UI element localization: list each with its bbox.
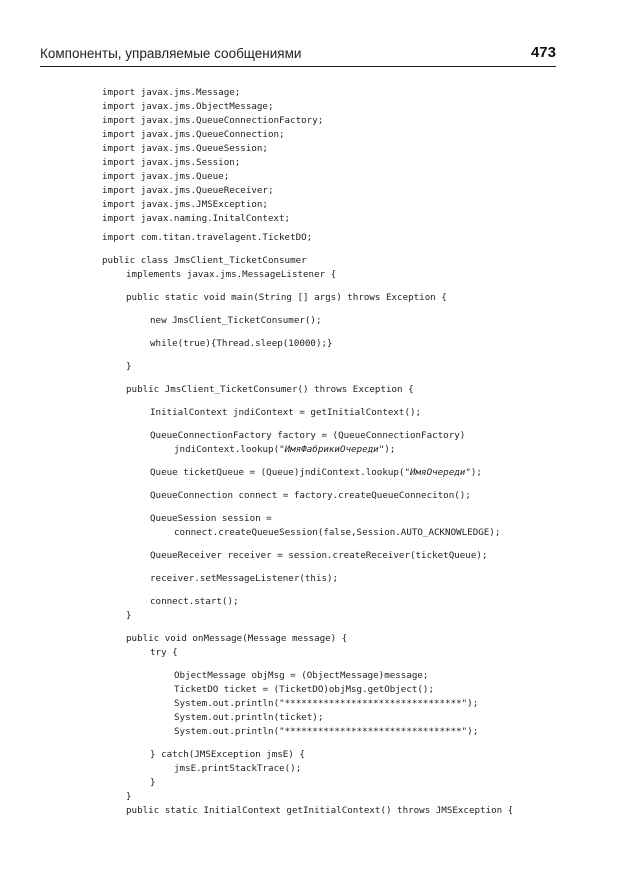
page-header	[40, 44, 556, 67]
code-line: public JmsClient_TicketConsumer() throws Exception {	[126, 384, 414, 395]
code-line: } catch(JMSException jmsE) {	[150, 749, 305, 760]
code-line: try {	[150, 647, 178, 658]
code-line: }	[126, 610, 132, 621]
page-number: 473	[530, 44, 556, 61]
code-line: import javax.jms.Message;	[102, 87, 241, 98]
code-listing	[102, 86, 602, 818]
code-line: public void onMessage(Message message) {	[126, 633, 348, 644]
code-line: connect.createQueueSession(false,Session.AUTO_ACKNOWLEDGE);	[174, 527, 501, 538]
code-line: System.out.println("********************************");	[174, 698, 479, 709]
code-line: implements javax.jms.MessageListener {	[126, 269, 337, 280]
code-line: import javax.naming.InitalContext;	[102, 213, 291, 224]
code-line: QueueSession session =	[150, 513, 272, 524]
code-line: jmsE.printStackTrace();	[174, 763, 302, 774]
code-line: QueueConnection connect = factory.createQueueConneciton();	[150, 490, 471, 501]
code-line: while(true){Thread.sleep(10000);}	[150, 338, 333, 349]
code-line: QueueConnectionFactory factory = (QueueConnectionFactory)	[150, 430, 466, 441]
code-line: }	[126, 361, 132, 372]
code-line: System.out.println("********************************");	[174, 726, 479, 737]
code-line: jndiContext.lookup("ИмяФабрикиОчереди");	[174, 444, 396, 455]
code-line: TicketDO ticket = (TicketDO)objMsg.getObject();	[174, 684, 434, 695]
code-line: public class JmsClient_TicketConsumer	[102, 255, 307, 266]
code-line: }	[126, 791, 132, 802]
import-block	[102, 86, 602, 226]
code-line: import javax.jms.JMSException;	[102, 199, 268, 210]
code-line: import javax.jms.QueueReceiver;	[102, 185, 274, 196]
code-line: System.out.println(ticket);	[174, 712, 324, 723]
code-line: connect.start();	[150, 596, 239, 607]
code-line: ObjectMessage objMsg = (ObjectMessage)message;	[174, 670, 429, 681]
code-line: import javax.jms.QueueConnection;	[102, 129, 285, 140]
code-line: new JmsClient_TicketConsumer();	[150, 315, 322, 326]
code-line: import javax.jms.Session;	[102, 157, 241, 168]
code-line: receiver.setMessageListener(this);	[150, 573, 339, 584]
code-line: import com.titan.travelagent.TicketDO;	[102, 232, 313, 243]
code-line: import javax.jms.ObjectMessage;	[102, 101, 274, 112]
running-title: Компоненты, управляемые сообщениями	[40, 46, 302, 61]
code-line: Queue ticketQueue = (Queue)jndiContext.lookup("ИмяОчереди");	[150, 467, 482, 478]
code-line: }	[150, 777, 156, 788]
code-line: import javax.jms.QueueSession;	[102, 143, 268, 154]
code-line: import javax.jms.QueueConnectionFactory;	[102, 115, 324, 126]
code-line: public static InitialContext getInitialContext() throws JMSException {	[126, 805, 514, 816]
code-line: QueueReceiver receiver = session.createReceiver(ticketQueue);	[150, 550, 488, 561]
code-line: InitialContext jndiContext = getInitialContext();	[150, 407, 422, 418]
code-line: public static void main(String [] args) throws Exception {	[126, 292, 447, 303]
code-line: import javax.jms.Queue;	[102, 171, 230, 182]
